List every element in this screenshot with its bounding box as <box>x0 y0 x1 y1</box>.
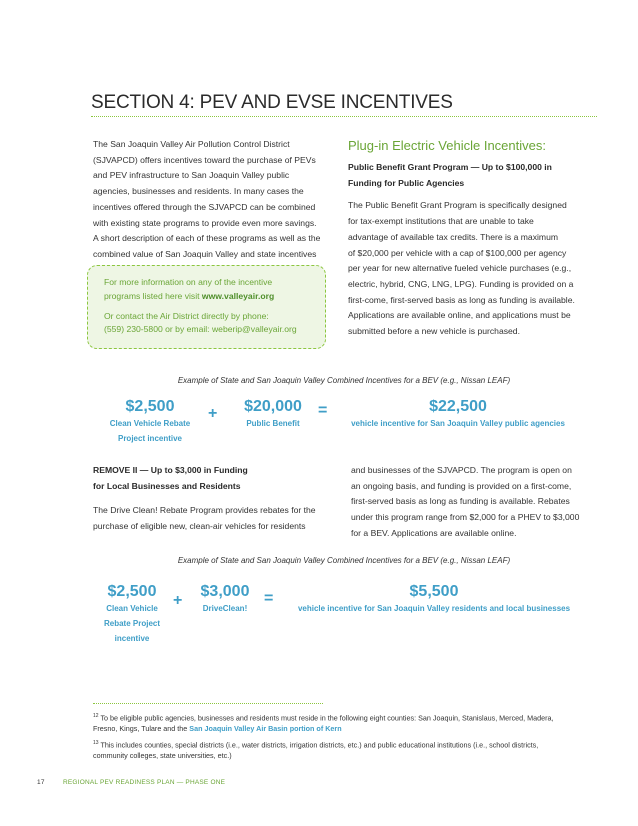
total-label: vehicle incentive for San Joaquin Valley public agencies <box>351 419 565 428</box>
example2-driveclean <box>192 583 258 616</box>
page-number: 17 <box>37 779 45 786</box>
rebate-label: Clean Vehicle <box>106 604 158 613</box>
intro-paragraph <box>93 137 333 278</box>
intro-line: incentives offered through the SJVAPCD can be combined <box>93 201 316 212</box>
plus-sign: + <box>208 405 218 422</box>
intro-line: A short description of each of these programs as well as the <box>93 233 321 244</box>
rebate-label: Project incentive <box>117 434 183 443</box>
contact-callout <box>87 265 326 349</box>
footnote-13 <box>93 738 598 751</box>
footer-title: REGIONAL PEV READINESS PLAN — PHASE ONE <box>63 779 226 786</box>
remove-cont-line: and businesses of the SJVAPCD. The program is open on <box>351 465 572 475</box>
desc-line: of $20,000 per vehicle with a cap of $100,000 per agency <box>348 247 567 258</box>
desc-line: electric, hybrid, CNG, LNG, LPG). Funding is provided on a <box>348 278 574 289</box>
desc-line: submitted before a new vehicle is purchased. <box>348 326 520 337</box>
callout-line <box>104 290 315 304</box>
driveclean-label: DriveClean! <box>202 604 248 613</box>
remove-cont-line: first-served basis as long as funding is available. Rebates <box>351 496 570 507</box>
plus-sign: + <box>173 592 183 609</box>
desc-line: The Public Benefit Grant Program is specifically designed <box>348 200 567 211</box>
intro-line: combined value of San Joaquin Valley and state incentives <box>93 248 317 259</box>
total-amount: $22,500 <box>429 398 487 415</box>
footnote-number: 12 <box>93 713 99 719</box>
public-benefit-amount: $20,000 <box>244 398 302 415</box>
remove-cont-line: an ongoing basis, and funding is provided on a first-come, <box>351 480 572 491</box>
example2-rebate <box>92 583 172 646</box>
example1-rebate <box>90 398 210 446</box>
remove-cont-line: for a BEV. Applications are available online. <box>351 527 517 538</box>
driveclean-amount: $3,000 <box>200 583 250 600</box>
program-title <box>348 160 596 191</box>
intro-line: (SJVAPCD) offers incentives toward the purchase of PEVs <box>93 154 316 165</box>
callout-text: programs listed here visit <box>104 290 202 301</box>
footnote-text: To be eligible public agencies, businesses and residents must reside in the following eight counties: San Joaquin, Stanislaus, Merced, Madera, <box>100 713 554 723</box>
example2-total <box>284 583 584 616</box>
intro-line: and PEV infrastructure to San Joaquin Valley public <box>93 170 290 181</box>
program-description <box>348 198 596 339</box>
intro-line: with existing state programs to provide even more savings. <box>93 217 317 228</box>
example1-total <box>338 398 578 431</box>
callout-contact-details: (559) 230-5800 or by email: weberip@valleyair.org <box>104 324 297 335</box>
remove-cont-line: under this program range from $2,000 for a PHEV to $3,000 <box>351 512 580 523</box>
footnote-12-cont <box>93 724 598 735</box>
remove-title-line: REMOVE II — Up to $3,000 in Funding <box>93 465 248 475</box>
valleyair-link[interactable]: www.valleyair.org <box>201 290 275 301</box>
callout-contact: Or contact the Air District directly by phone: <box>104 310 269 321</box>
footnote-number: 13 <box>93 740 99 747</box>
remove-section <box>93 463 343 535</box>
rebate-amount: $2,500 <box>107 583 157 600</box>
desc-line: for tax-exempt institutions that are unable to take <box>348 216 534 227</box>
rebate-label: incentive <box>114 634 150 643</box>
remove-continued <box>351 463 599 542</box>
rebate-amount: $2,500 <box>125 398 175 415</box>
rebate-label: Rebate Project <box>103 619 161 628</box>
intro-line: agencies, businesses and residents. In many cases the <box>93 186 304 197</box>
pev-incentives-column <box>348 137 596 340</box>
intro-line: The San Joaquin Valley Air Pollution Control District <box>93 139 290 149</box>
footnote-13-cont: community colleges, state universities, etc.) <box>93 751 232 761</box>
footnote-12 <box>93 711 598 724</box>
pev-incentives-heading: Plug-in Electric Vehicle Incentives: <box>348 138 546 153</box>
remove-desc-line: purchase of eligible new, clean-air vehicles for residents <box>93 521 306 532</box>
footnotes <box>93 711 598 762</box>
rebate-label: Clean Vehicle Rebate <box>109 419 191 428</box>
total-label: vehicle incentive for San Joaquin Valley residents and local businesses <box>297 604 571 613</box>
equals-sign: = <box>318 402 328 419</box>
desc-line: Applications are available online, and applications must be <box>348 310 571 321</box>
footnote-divider <box>93 703 323 704</box>
example-caption: Example of State and San Joaquin Valley Combined Incentives for a BEV (e.g., Nissan LEAF) <box>177 376 511 385</box>
program-title-line: Funding for Public Agencies <box>348 177 465 188</box>
public-benefit-label: Public Benefit <box>246 419 300 428</box>
desc-line: advantage of available tax credits. There is a maximum <box>348 231 559 242</box>
title-divider <box>91 116 597 117</box>
desc-line: per year for new alternative fueled vehicle purchases (e.g., <box>348 263 572 274</box>
footnote-text: Fresno, Kings, Tulare and the <box>93 723 190 733</box>
remove-desc-line: The Drive Clean! Rebate Program provides rebates for the <box>93 505 316 516</box>
footnote-highlight: San Joaquin Valley Air Basin portion of Kern <box>189 723 342 733</box>
example-caption: Example of State and San Joaquin Valley Combined Incentives for a BEV (e.g., Nissan LEAF) <box>177 556 511 565</box>
remove-title-line: for Local Businesses and Residents <box>93 480 241 491</box>
footnote-text: This includes counties, special districts (i.e., water districts, irrigation districts, etc.) and public educational institutions (i.e., school districts, <box>100 740 539 750</box>
callout-line: For more information on any of the incentive <box>104 277 273 287</box>
program-title-line: Public Benefit Grant Program — Up to $100,000 in <box>348 162 552 172</box>
total-amount: $5,500 <box>409 583 459 600</box>
equals-sign: = <box>264 590 274 607</box>
page-title: SECTION 4: PEV AND EVSE INCENTIVES <box>91 92 453 113</box>
example1-public-benefit <box>228 398 318 431</box>
desc-line: first-come, first-served basis as long as funding is available. <box>348 294 575 305</box>
